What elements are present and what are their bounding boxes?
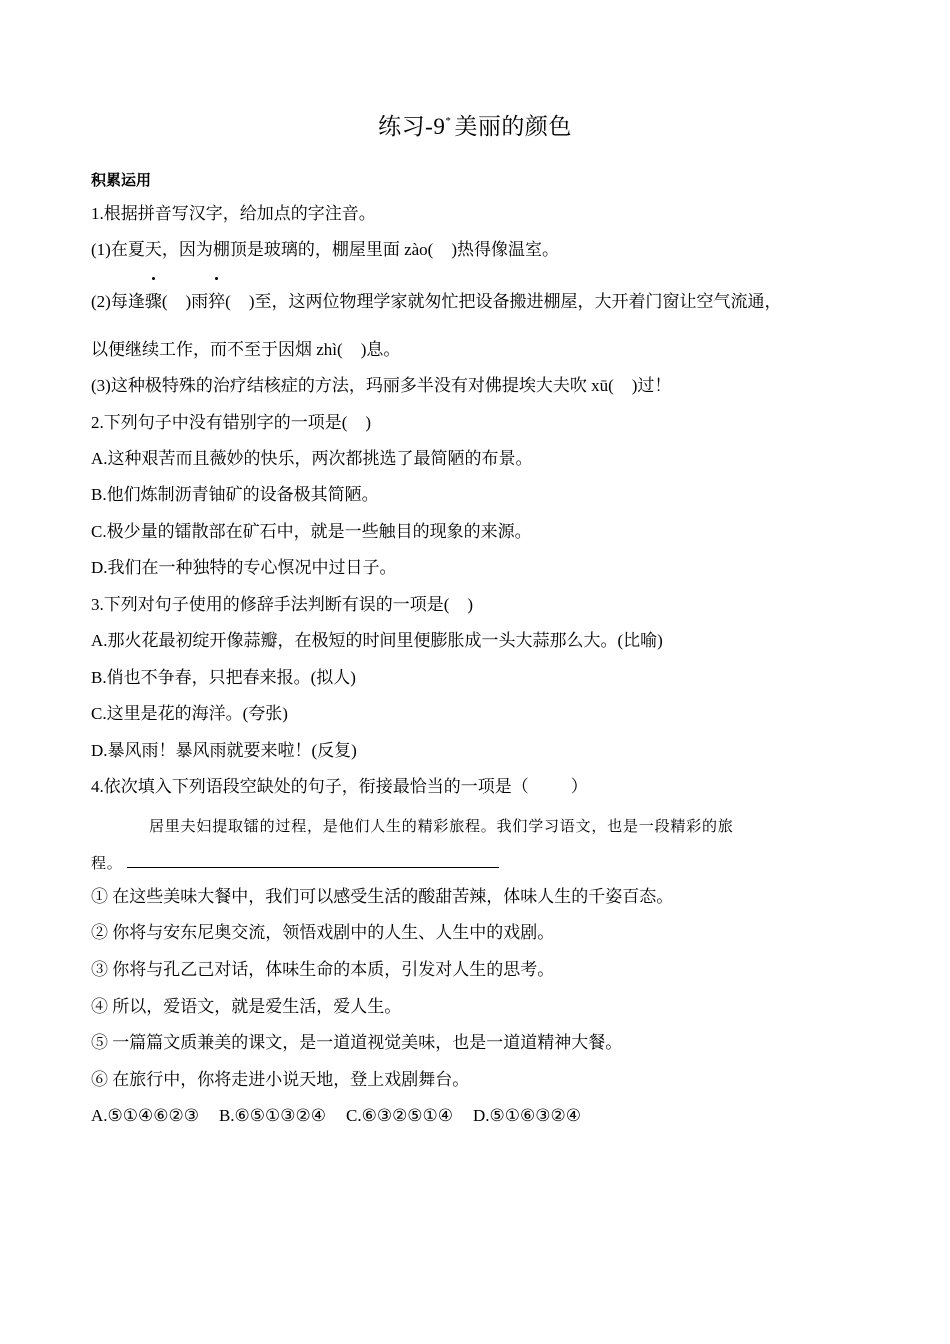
q4-passage-line-2	[91, 851, 499, 874]
q1-item-2-cont-a: 以便继续工作，而不至于因烟 zhì(	[91, 340, 343, 359]
q2-option-b: B.他们炼制沥青铀矿的设备极其简陋。	[91, 485, 379, 504]
q1-item-2-cont-b: )息。	[360, 340, 401, 359]
q3-option-b: B.俏也不争春，只把春来报。(拟人)	[91, 668, 356, 687]
dotted-char-cu: 猝	[208, 292, 226, 311]
q1-item-3-text-a: (3)这种极特殊的治疗结核症的方法，玛丽多半没有对佛提埃大夫吹 xū(	[91, 376, 614, 395]
q4-stem-close: ）	[570, 777, 588, 796]
fill-in-blank-line[interactable]	[127, 851, 499, 868]
q4-sentence-4: ④ 所以，爱语文，就是爱生活，爱人生。	[91, 997, 402, 1016]
title-main: 练习-9	[378, 114, 446, 139]
q2-stem-close: )	[365, 413, 372, 432]
q1-item-1-text-a: (1)在夏天，因为棚顶是玻璃的，棚屋里面 zào(	[91, 240, 434, 259]
q3-option-d: D.暴风雨！暴风雨就要来啦！(反复)	[91, 741, 357, 760]
title-asterisk: *	[445, 115, 452, 127]
q1-item-2-paren-1: (	[161, 292, 168, 311]
q2-option-c: C.极少量的镭散部在矿石中，就是一些触目的现象的来源。	[91, 522, 532, 541]
q2-stem	[91, 412, 371, 434]
q1-item-1-text-b: )热得像温室。	[451, 240, 559, 259]
q1-stem: 1.根据拼音写汉字，给加点的字注音。	[91, 204, 376, 223]
q3-option-c: C.这里是花的海洋。(夸张)	[91, 704, 288, 723]
q4-stem	[91, 776, 588, 798]
q4-choice-c: C.⑥③②⑤①④	[346, 1106, 454, 1125]
q4-sentence-3: ③ 你将与孔乙己对话，体味生命的本质，引发对人生的思考。	[91, 960, 555, 979]
q3-option-a: A.那火花最初绽开像蒜瓣，在极短的时间里便膨胀成一头大蒜那么大。(比喻)	[91, 631, 663, 650]
q1-item-2-paren-2: (	[225, 292, 231, 311]
q4-stem-text: 4.依次填入下列语段空缺处的句子，衔接最恰当的一项是（	[91, 777, 529, 796]
q1-item-3-text-b: )过！	[631, 376, 672, 395]
q1-item-2-text-a: (2)每逢	[91, 292, 145, 311]
q3-stem-close: )	[467, 595, 474, 614]
q2-option-d: D.我们在一种独特的专心慏况中过日子。	[91, 558, 397, 577]
q3-stem-text: 3.下列对句子使用的修辞手法判断有误的一项是(	[91, 595, 450, 614]
title-rest: 美丽的颜色	[454, 114, 572, 139]
q4-choice-a: A.⑤①④⑥②③	[91, 1106, 199, 1125]
q1-item-1	[91, 239, 559, 261]
q1-item-2-text-e: )至，这两位物理学家就匆忙把设备搬进棚屋，大开着门窗让空气流通，	[248, 292, 782, 311]
q4-sentence-6: ⑥ 在旅行中，你将走进小说天地，登上戏剧舞台。	[91, 1070, 470, 1089]
dotted-char-zhou: 骤	[144, 292, 162, 311]
q4-passage-end: 程。	[91, 854, 123, 872]
q1-item-2-continued	[91, 339, 400, 361]
q2-option-a: A.这种艰苦而且薇妙的快乐，两次都挑选了最简陋的布景。	[91, 449, 533, 468]
page-title	[0, 108, 950, 141]
section-heading: 积累运用	[91, 171, 152, 189]
q2-stem-text: 2.下列句子中没有错别字的一项是(	[91, 413, 348, 432]
q4-choices	[91, 1105, 581, 1127]
q1-item-3	[91, 375, 671, 397]
q4-sentence-5: ⑤ 一篇篇文质兼美的课文，是一道道视觉美味，也是一道道精神大餐。	[91, 1033, 623, 1052]
q4-choice-b: B.⑥⑤①③②④	[218, 1106, 326, 1125]
q1-item-2	[91, 291, 782, 313]
q4-choice-d: D.⑤①⑥③②④	[473, 1106, 581, 1125]
q4-sentence-2: ② 你将与安东尼奥交流，领悟戏剧中的人生、人生中的戏剧。	[91, 923, 555, 942]
q4-passage-line-1: 居里夫妇提取镭的过程，是他们人生的精彩旅程。我们学习语文，也是一段精彩的旅	[149, 817, 734, 835]
q3-stem	[91, 594, 473, 616]
q4-sentence-1: ① 在这些美味大餐中，我们可以感受生活的酸甜苦辣，体味人生的千姿百态。	[91, 887, 674, 906]
q1-item-2-text-c: )雨	[185, 292, 209, 311]
